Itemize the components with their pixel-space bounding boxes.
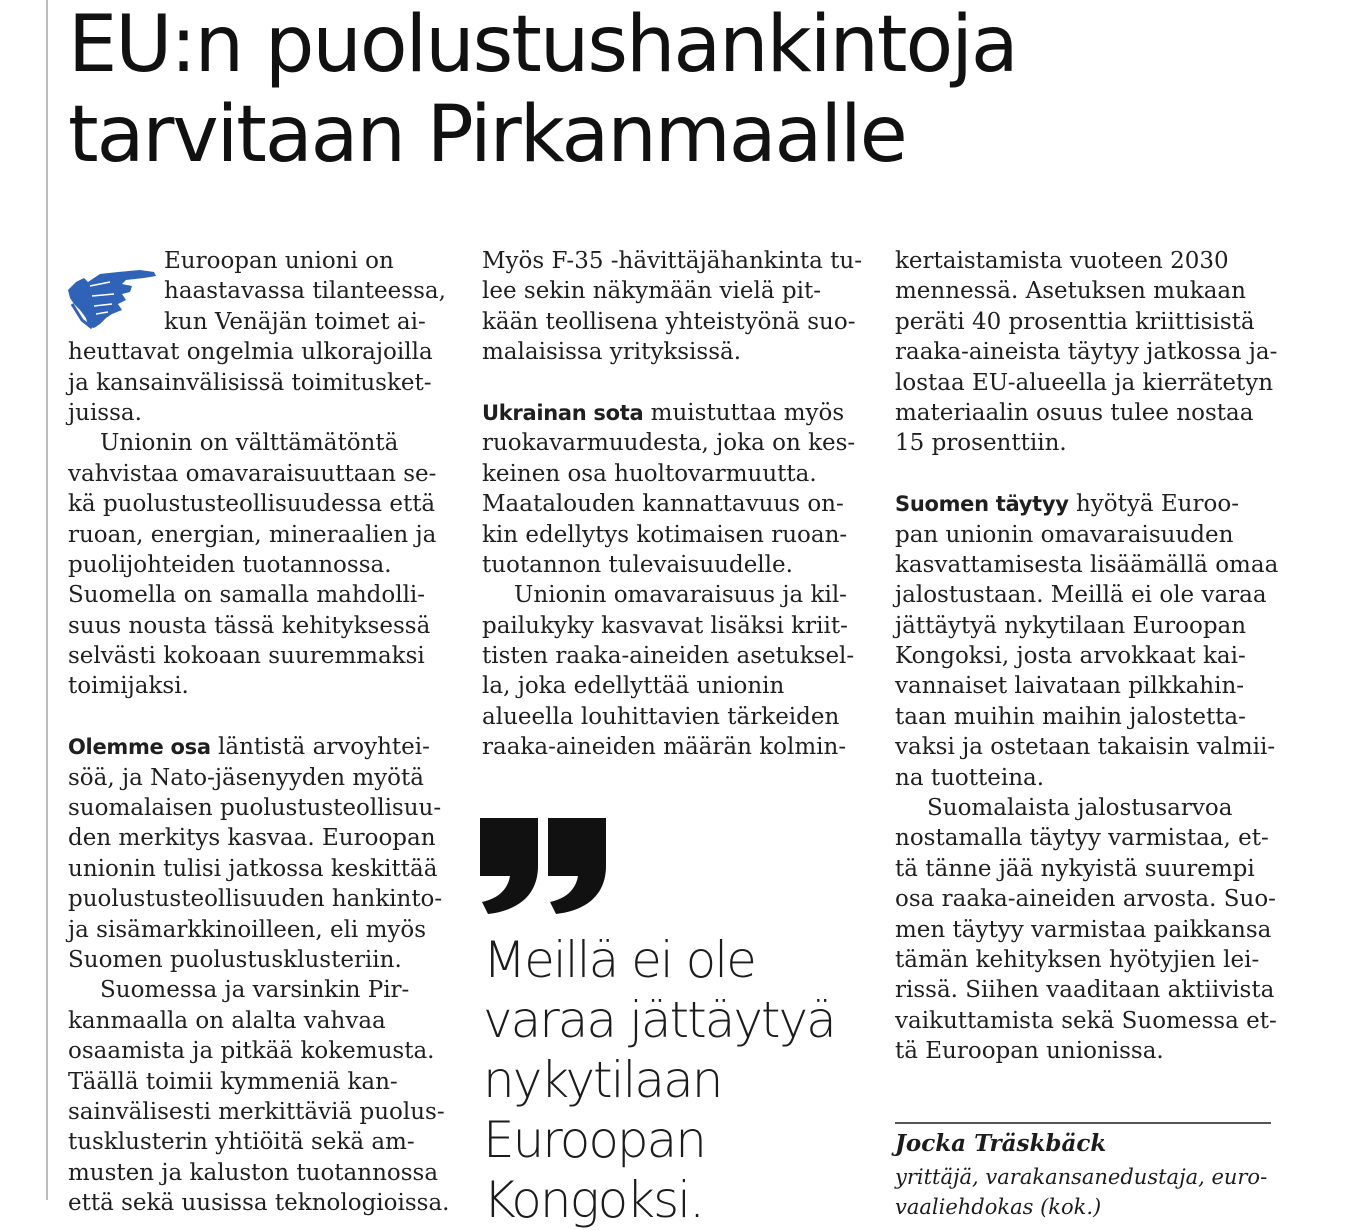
text-line: musten ja kaluston tuotannossa xyxy=(68,1159,439,1186)
text-line: jättäytyä nykytilaan Euroopan xyxy=(895,612,1247,639)
text-line: tusklusterin yhtiöitä sekä am- xyxy=(68,1129,415,1156)
text-line: puolustusteollisuuden hankinto- xyxy=(68,886,443,913)
text-line: tä Euroopan unionissa. xyxy=(895,1038,1164,1065)
text-line xyxy=(482,398,862,428)
text-line: kasvattamisesta lisäämällä omaa xyxy=(895,551,1279,578)
text-line: ja sisämarkkinoilleen, eli myös xyxy=(68,916,427,943)
text-line: heuttavat ongelmia ulkorajoilla xyxy=(68,339,433,366)
text-line: lee sekin näkymään vielä pit- xyxy=(482,278,821,305)
text-line xyxy=(895,489,1275,519)
text-line: söä, ja Nato-jäsenyyden myötä xyxy=(68,764,424,791)
subhead-lead: Suomen täytyy xyxy=(895,492,1069,517)
text-line: Myös F-35 -hävittäjähankinta tu- xyxy=(482,248,863,274)
author-role: yrittäjä, varakansanedustaja, euro- xyxy=(895,1165,1268,1189)
text-line: alueella louhittavien tärkeiden xyxy=(482,703,840,730)
pull-quote-line: Euroopan xyxy=(483,1111,705,1169)
text-fragment: läntistä arvoyhtei- xyxy=(210,734,430,761)
article-column-1 xyxy=(68,246,448,1219)
text-line: tä tänne jää nykyistä suurempi xyxy=(895,855,1255,882)
text-line xyxy=(68,732,448,762)
article-headline xyxy=(68,0,1268,180)
text-line: vannaiset laivataan pilkkahin- xyxy=(895,673,1245,700)
text-line: ja kansainvälisissä toimitusket- xyxy=(68,369,432,396)
text-line: lostaa EU-alueella ja kierrätetyn xyxy=(895,369,1274,396)
text-line: kin edellytys kotimaisen ruoan- xyxy=(482,521,848,548)
text-line: Täällä toimii kymmeniä kan- xyxy=(68,1068,398,1095)
text-line: rissä. Siihen vaaditaan aktiivista xyxy=(895,977,1275,1004)
text-line: selvästi kokoaan suuremmaksi xyxy=(68,643,425,670)
text-line: la, joka edellyttää unionin xyxy=(482,673,785,700)
text-line: unionin tulisi jatkossa keskittää xyxy=(68,855,438,882)
text-line: Kongoksi, josta arvokkaat kai- xyxy=(895,643,1246,670)
text-line: kertaistamista vuoteen 2030 xyxy=(895,248,1229,274)
headline-line: tarvitaan Pirkanmaalle xyxy=(68,90,906,180)
pull-quote-line: varaa jättäytyä xyxy=(483,991,835,1049)
text-line: pan unionin omavaraisuuden xyxy=(895,521,1234,548)
pull-quote-line: nykytilaan xyxy=(483,1051,722,1109)
text-line: juissa. xyxy=(68,399,142,426)
text-line: osa raaka-aineiden arvosta. Suo- xyxy=(895,886,1276,913)
text-line: tisten raaka-aineiden asetuksel- xyxy=(482,643,855,670)
pull-quote xyxy=(483,930,863,1230)
text-fragment: hyötyä Euroo- xyxy=(1068,491,1239,518)
text-line: kään teollisena yhteistyönä suo- xyxy=(482,308,856,335)
text-line: Euroopan unioni on xyxy=(164,248,394,274)
text-line: peräti 40 prosenttia kriittisistä xyxy=(895,308,1255,335)
text-line: malaisissa yrityksissä. xyxy=(482,339,742,366)
text-line: na tuotteina. xyxy=(895,764,1045,791)
text-line: tämän kehityksen hyötyjien lei- xyxy=(895,946,1260,973)
text-line: ruoan, energian, mineraalien ja xyxy=(68,521,437,548)
paragraph-gap xyxy=(68,702,448,732)
text-line: sainvälisesti merkittäviä puolus- xyxy=(68,1098,445,1125)
page-border-rule xyxy=(46,0,48,1200)
text-line: nostamalla täytyy varmistaa, et- xyxy=(895,825,1269,852)
text-line: kanmaalla on alalta vahvaa xyxy=(68,1007,386,1034)
text-line: ruokavarmuudesta, joka on kes- xyxy=(482,430,856,457)
text-line: jalostustaan. Meillä ei ole varaa xyxy=(895,582,1267,609)
text-line: Maatalouden kannattavuus on- xyxy=(482,491,844,518)
subhead-lead: Olemme osa xyxy=(68,735,211,760)
text-line: toimijaksi. xyxy=(68,673,189,700)
text-line: Unionin omavaraisuus ja kil- xyxy=(514,582,847,609)
text-line: vaksi ja ostetaan takaisin valmii- xyxy=(895,734,1276,761)
text-line: kun Venäjän toimet ai- xyxy=(164,308,426,335)
headline-line: EU:n puolustushankintoja xyxy=(68,0,1017,90)
text-line: raaka-aineiden määrän kolmin- xyxy=(482,734,847,761)
text-line: Unionin on välttämätöntä xyxy=(100,430,399,457)
text-line: kä puolustusteollisuudessa että xyxy=(68,491,436,518)
text-line: tuotannon tulevaisuudelle. xyxy=(482,551,793,578)
paragraph-gap xyxy=(895,459,1275,489)
text-line: osaamista ja pitkää kokemusta. xyxy=(68,1038,435,1065)
text-line: vaikuttamista sekä Suomessa et- xyxy=(895,1007,1277,1034)
text-line: että sekä uusissa teknologioissa. xyxy=(68,1190,450,1217)
pull-quote-line: Kongoksi. xyxy=(483,1171,703,1229)
text-line: pailukyky kasvavat lisäksi kriit- xyxy=(482,612,848,639)
text-line: Suomalaista jalostusarvoa xyxy=(927,795,1233,822)
text-fragment: muistuttaa myös xyxy=(643,399,845,426)
text-line: suomalaisen puolustusteollisuu- xyxy=(68,795,442,822)
pull-quote-line: Meillä ei ole xyxy=(483,931,755,989)
text-line: men täytyy varmistaa paikkansa xyxy=(895,916,1272,943)
text-line: puolijohteiden tuotannossa. xyxy=(68,551,392,578)
text-line: taan muihin maihin jalostetta- xyxy=(895,703,1246,730)
text-line: vahvistaa omavaraisuuttaan se- xyxy=(68,460,437,487)
text-line: keinen osa huoltovarmuutta. xyxy=(482,460,817,487)
subhead-lead: Ukrainan sota xyxy=(482,400,644,425)
article-column-3 xyxy=(895,246,1279,1067)
text-line: suus nousta tässä kehityksessä xyxy=(68,612,431,639)
text-line: mennessä. Asetuksen mukaan xyxy=(895,278,1246,305)
signature-divider xyxy=(895,1122,1271,1124)
article-column-2 xyxy=(482,246,862,763)
paragraph-gap xyxy=(482,368,862,398)
text-line: 15 prosenttiin. xyxy=(895,430,1067,457)
text-line: Suomella on samalla mahdolli- xyxy=(68,582,426,609)
author-role: vaaliehdokas (kok.) xyxy=(895,1195,1102,1219)
text-line: den merkitys kasvaa. Euroopan xyxy=(68,825,436,852)
text-line: materiaalin osuus tulee nostaa xyxy=(895,399,1254,426)
text-line: haastavassa tilanteessa, xyxy=(164,278,446,305)
text-line: Suomessa ja varsinkin Pir- xyxy=(100,977,410,1004)
quotation-mark-icon xyxy=(478,814,610,916)
text-line: raaka-aineista täytyy jatkossa ja- xyxy=(895,339,1278,366)
text-line: Suomen puolustusklusteriin. xyxy=(68,946,402,973)
author-name: Jocka Träskbäck xyxy=(895,1130,1107,1157)
